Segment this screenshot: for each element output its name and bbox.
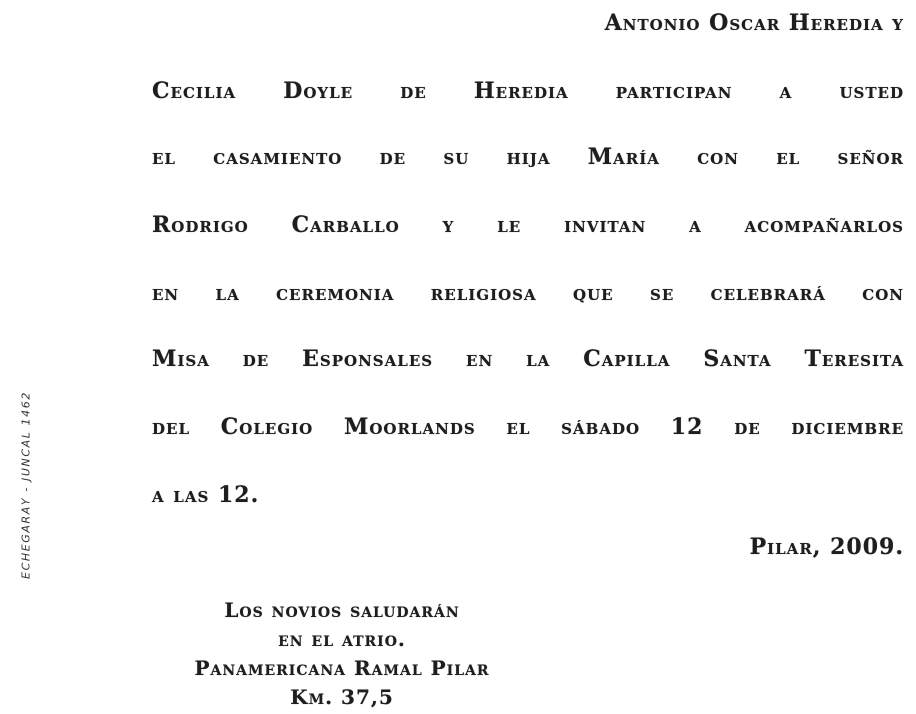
invitation-line-5: en la ceremonia religiosa que se celebrará con: [152, 280, 904, 306]
reception-line-2: en el atrio.: [278, 627, 406, 651]
reception-line-3: Panamericana Ramal Pilar: [194, 656, 490, 680]
invitation-line-2: Cecilia Doyle de Heredia participan a usted: [152, 78, 904, 104]
invitation-line-8: a las 12.: [152, 482, 260, 508]
reception-note: [142, 596, 542, 712]
reception-line-4: Km. 37,5: [290, 685, 394, 709]
invitation-line-1: Antonio Oscar Heredia y: [604, 10, 904, 36]
invitation-line-4: Rodrigo Carballo y le invitan a acompañarlos: [152, 212, 904, 238]
invitation-line-6: Misa de Esponsales en la Capilla Santa Teresita: [152, 346, 904, 372]
reception-line-1: Los novios saludarán: [224, 598, 460, 622]
place-date: Pilar, 2009.: [749, 534, 904, 560]
invitation-line-7: del Colegio Moorlands el sábado 12 de diciembre: [152, 414, 904, 440]
invitation-line-3: el casamiento de su hija María con el señor: [152, 144, 904, 170]
printer-mark: ECHEGARAY - JUNCAL 1462: [19, 391, 33, 579]
